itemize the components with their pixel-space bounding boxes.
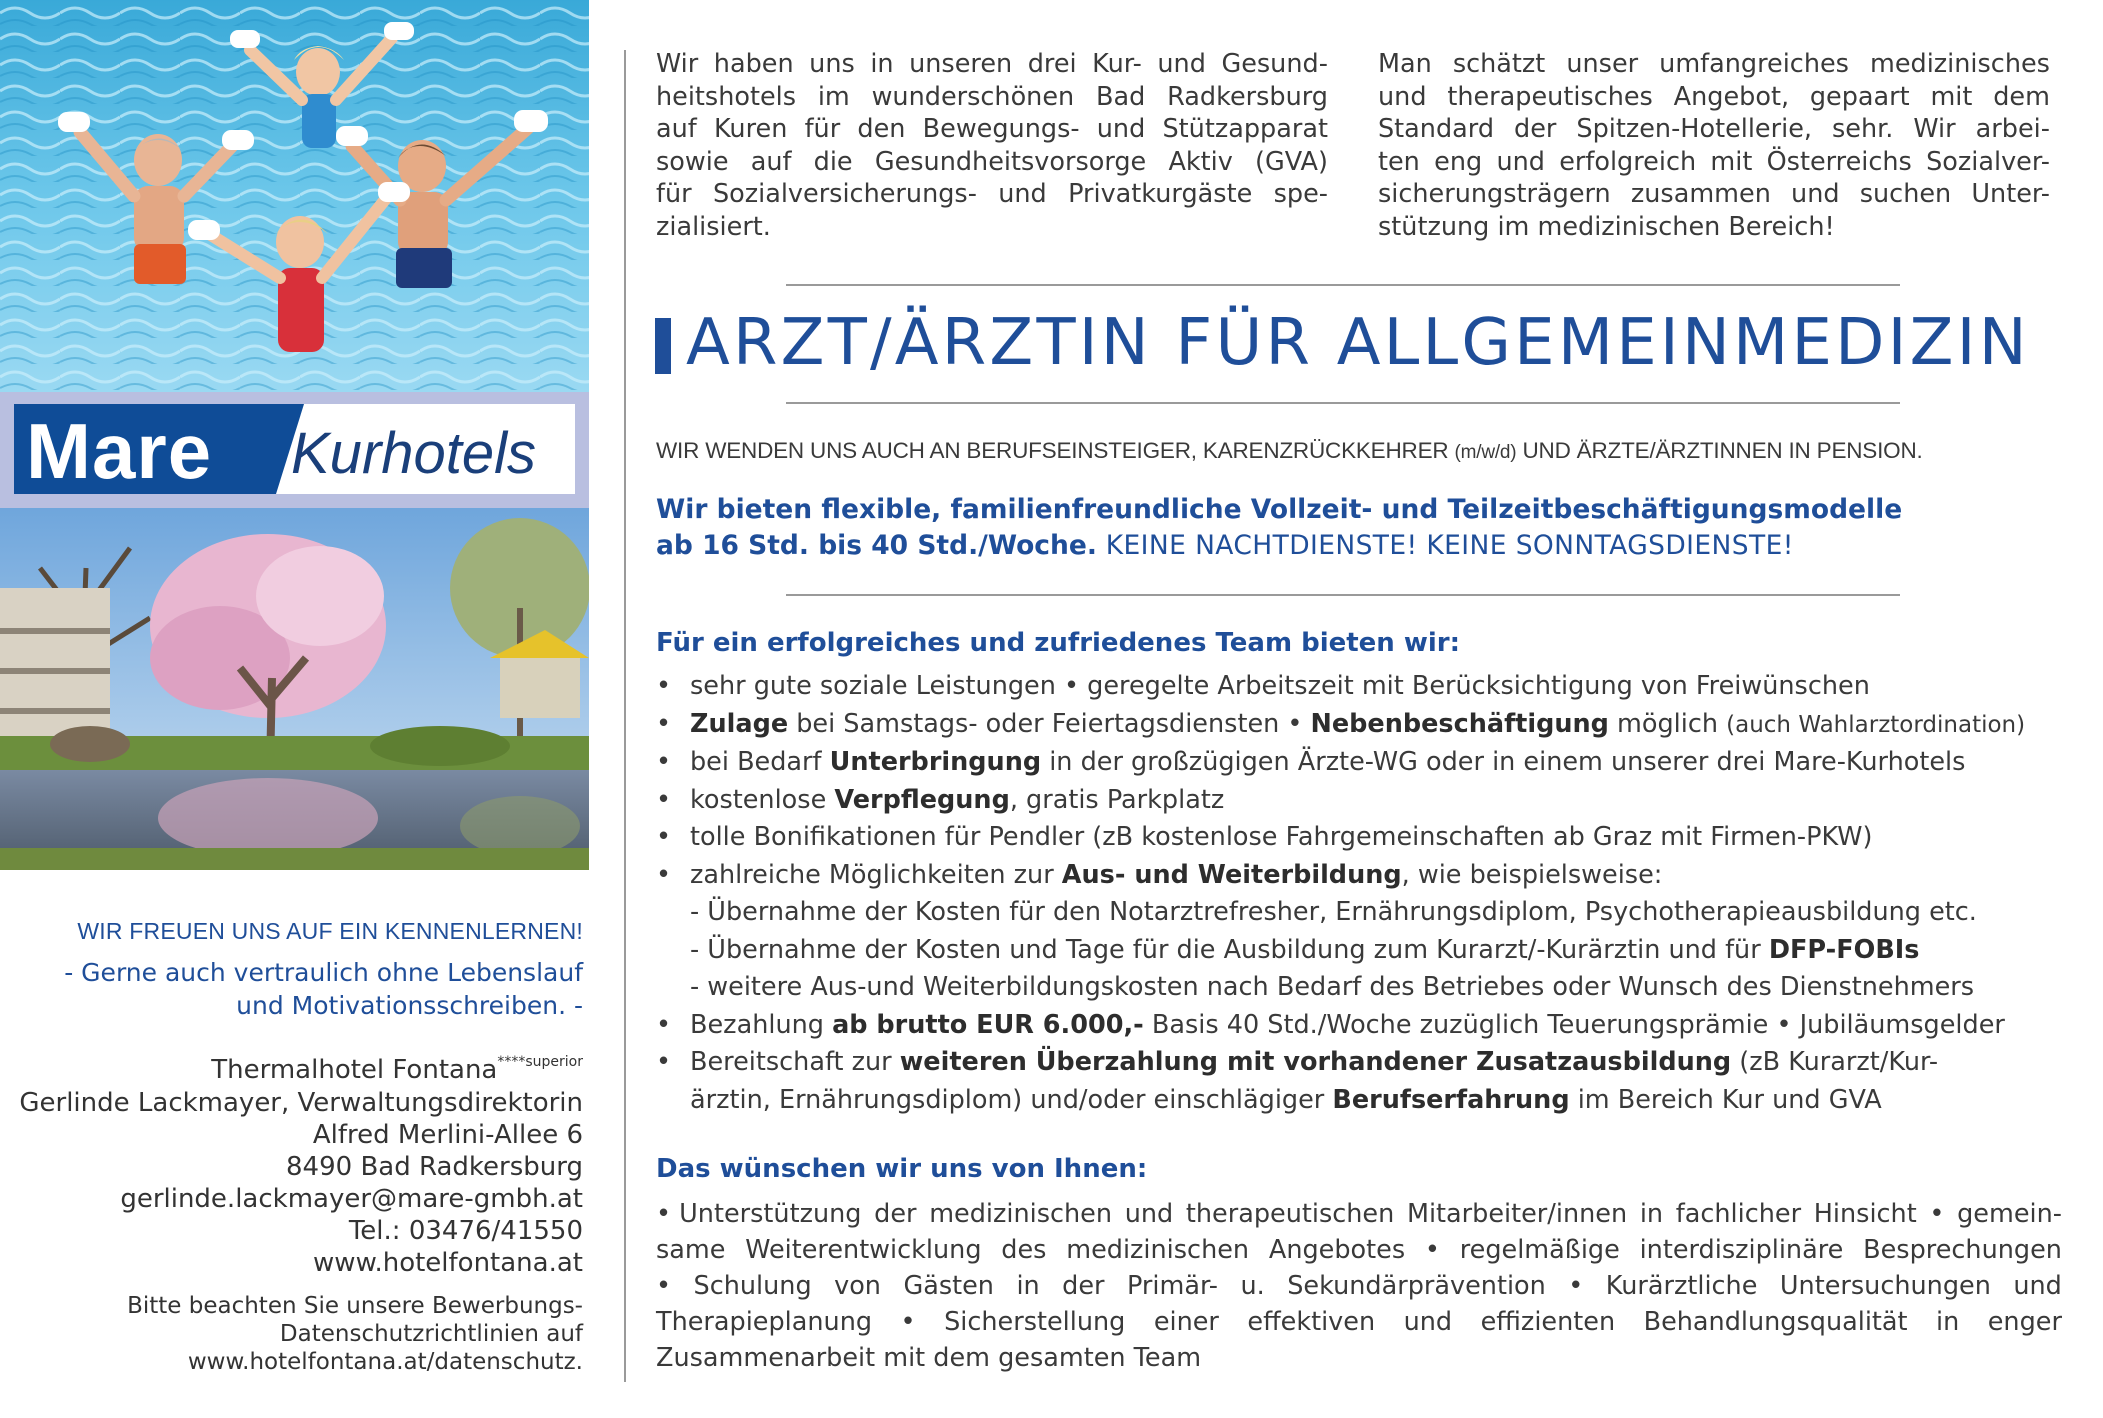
word: in: [870, 49, 894, 79]
mare-kurhotels-logo: [14, 404, 575, 494]
word: und: [1096, 114, 1146, 144]
offer-line-2: ab 16 Std. bis 40 Std./Woche. KEINE NACHTDIENSTE! KEINE SONNTAGSDIENSTE!: [656, 530, 1794, 561]
word: Bad: [1096, 81, 1146, 112]
word: Österreichs: [1766, 146, 1912, 177]
intro-1-line: zialisiert.: [656, 211, 771, 242]
word: Kurärztliche: [1605, 1271, 1758, 1301]
word: von: [834, 1271, 881, 1301]
privacy-line-1: Bitte beachten Sie unsere Bewerbungs-: [127, 1293, 583, 1319]
title-accent-bar: [655, 318, 671, 374]
word: Privatkurgäste: [1068, 179, 1253, 209]
list-sub-item: - Übernahme der Kosten für den Notarztrefresher, Ernährungsdiplom, Psychotherapieausbildung etc.: [690, 897, 1977, 927]
intro-1-line: [656, 146, 1328, 179]
benefits-list: [656, 668, 2076, 1119]
word: die: [813, 146, 853, 177]
intro-2-line: [1378, 113, 2050, 146]
phone-number[interactable]: Tel.: 03476/41550: [348, 1216, 583, 1246]
divider-offer: [786, 594, 1900, 596]
list-item: • kostenlose Verpflegung, gratis Parkplatz: [656, 784, 1225, 815]
word: suchen: [1859, 179, 1952, 209]
email-link[interactable]: gerlinde.lackmayer@mare-gmbh.at: [120, 1184, 583, 1214]
left-column: [0, 0, 589, 1418]
word: schätzt: [1452, 49, 1546, 79]
logo-kurhotels-text: Kurhotels: [291, 421, 537, 486]
word: Schulung: [693, 1271, 812, 1301]
word: fachlicher: [1675, 1199, 1802, 1229]
word: in: [1936, 1307, 1960, 1337]
contact-person: Gerlinde Lackmayer, Verwaltungsdirektorin: [19, 1088, 583, 1118]
word: effektiven: [1247, 1307, 1376, 1337]
word: und: [1496, 146, 1545, 177]
word: und: [1124, 1199, 1174, 1229]
intro-2-line: [1378, 178, 2050, 211]
word: und: [2013, 1271, 2062, 1301]
word: Sekundärprävention: [1287, 1271, 1546, 1301]
intro-1-line: [656, 113, 1328, 146]
privacy-link[interactable]: www.hotelfontana.at/datenschutz.: [187, 1349, 583, 1375]
audience-line: WIR WENDEN UNS AUCH AN BERUFSEINSTEIGER, KARENZRÜCKKEHRER (m/w/d) UND ÄRZTE/ÄRZTINNEN IN PENSION.: [656, 438, 1923, 463]
list-item: • Bereitschaft zur weiteren Überzahlung mit vorhandener Zusatzausbildung (zB Kurarzt/Kur-: [656, 1047, 1939, 1077]
word: in: [1639, 1199, 1664, 1229]
word: unser: [1566, 49, 1639, 79]
word: Angebotes: [1268, 1235, 1406, 1265]
word: Stützapparat: [1162, 114, 1328, 144]
intro-2-line: [1378, 48, 2050, 81]
word: Hinsicht: [1813, 1199, 1917, 1229]
word: u.: [1240, 1271, 1265, 1301]
word: medizinischen: [1066, 1235, 1250, 1265]
intro-column-1: [656, 48, 1328, 243]
offer-block: [656, 492, 1902, 564]
word: dem: [1993, 81, 2050, 112]
word: Wir: [656, 49, 699, 79]
word: Bewegungs-: [922, 114, 1080, 144]
list-item: • tolle Bonifikationen für Pendler (zB kostenlose Fahrgemeinschaften ab Graz mit Firmen-PKW): [656, 822, 1873, 852]
word: des: [1001, 1235, 1047, 1265]
word: Angebot,: [1673, 81, 1790, 112]
park-pond-cherry-blossom-photo: [0, 508, 589, 870]
intro-2-line: stützung im medizinischen Bereich!: [1378, 211, 1835, 242]
word: Aktiv: [1168, 146, 1233, 177]
offer-line-1: Wir bieten flexible, familienfreundliche Vollzeit- und Teilzeitbeschäftigungsmodelle: [656, 494, 1903, 525]
word: mit: [1930, 81, 1973, 112]
word: Spitzen-Hotellerie,: [1576, 114, 1812, 144]
list-item-continuation: ärztin, Ernährungsdiplom) und/oder einschlägiger Berufserfahrung im Bereich Kur und GVA: [690, 1084, 1882, 1115]
word: spe-: [1273, 179, 1328, 209]
word: auf: [750, 146, 792, 177]
intro-1-line: [656, 178, 1328, 211]
street-address: Alfred Merlini-Allee 6: [312, 1120, 583, 1150]
word: und: [998, 179, 1047, 209]
list-item: • bei Bedarf Unterbringung in der großzügigen Ärzte-WG oder in einem unserer drei Mare-Kurhotels: [656, 747, 1966, 777]
word: arbei-: [1975, 114, 2050, 144]
logo-band: [0, 392, 589, 508]
list-item: • sehr gute soziale Leistungen • geregelte Arbeitszeit mit Berücksichtigung von Freiwünschen: [656, 671, 1870, 701]
word: •: [1424, 1235, 1440, 1265]
word: ten: [1378, 146, 1420, 177]
city-address: 8490 Bad Radkersburg: [286, 1152, 583, 1182]
word: • Unterstützung: [656, 1199, 862, 1229]
privacy-line-2: Datenschutzrichtlinien auf: [279, 1321, 583, 1347]
word: haben: [713, 49, 794, 79]
wishes-line: [656, 1232, 2062, 1268]
confidential-note: [64, 956, 583, 1022]
hotel-stars: ****superior: [497, 1054, 583, 1070]
word: Man: [1378, 49, 1432, 79]
word: Gästen: [903, 1271, 994, 1301]
word: regelmäßige: [1459, 1235, 1620, 1265]
privacy-note: [127, 1292, 583, 1376]
list-item: • Bezahlung ab brutto EUR 6.000,- Basis 40 Std./Woche zuzüglich Teuerungsprämie • Jubiläumsgelder: [656, 1009, 2005, 1040]
logo-mare-text: Mare: [26, 407, 213, 494]
word: für: [656, 179, 692, 209]
list-item: • zahlreiche Möglichkeiten zur Aus- und Weiterbildung, wie beispielsweise:: [656, 859, 1663, 890]
word: gemein-: [1957, 1199, 2062, 1229]
word: •: [900, 1307, 916, 1337]
word: same: [656, 1235, 726, 1265]
word: umfangreiches: [1659, 49, 1849, 79]
wishes-paragraph: [656, 1196, 2062, 1376]
word: medizinisches: [1870, 49, 2050, 79]
intro-2-line: [1378, 81, 2050, 114]
word: und: [1791, 179, 1840, 209]
column-divider: [624, 50, 626, 1382]
wishes-line: Zusammenarbeit mit dem gesamten Team: [656, 1343, 1202, 1373]
pool-aqua-fitness-photo: [0, 0, 589, 392]
word: effizienten: [1480, 1307, 1616, 1337]
word: Gesundheitsvorsorge: [874, 146, 1147, 177]
word: therapeutischen: [1185, 1199, 1395, 1229]
word: und: [1157, 49, 1206, 79]
word: Therapieplanung: [656, 1307, 873, 1337]
word: und: [1378, 81, 1427, 112]
website-link[interactable]: www.hotelfontana.at: [313, 1248, 583, 1278]
word: •: [656, 1271, 672, 1301]
word: Wir: [1913, 114, 1956, 144]
word: Behandlungsqualität: [1643, 1307, 1908, 1337]
word: sowie: [656, 146, 729, 177]
word: und: [1403, 1307, 1453, 1337]
word: Kuren: [713, 114, 788, 144]
note-line-1: - Gerne auch vertraulich ohne Lebenslauf: [64, 958, 583, 987]
word: Weiterentwicklung: [745, 1235, 982, 1265]
word: Gesund-: [1221, 49, 1328, 79]
word: •: [1929, 1199, 1945, 1229]
word: für: [804, 114, 841, 144]
word: eng: [1434, 146, 1483, 177]
wishes-line: [656, 1268, 2062, 1304]
job-title: ARZT/ÄRZTIN FÜR ALLGEMEINMEDIZIN: [686, 306, 2030, 380]
word: auf: [656, 114, 697, 144]
intro-column-2: [1378, 48, 2050, 243]
intro-1-line: [656, 48, 1328, 81]
word: Radkersburg: [1167, 81, 1328, 112]
word: Sozialver-: [1926, 146, 2050, 177]
divider-title: [786, 402, 1900, 404]
word: Standard: [1378, 114, 1495, 144]
wishes-line: [656, 1304, 2062, 1340]
intro-2-line: [1378, 146, 2050, 179]
word: der: [874, 1199, 917, 1229]
word: drei: [1027, 49, 1077, 79]
word: im: [817, 81, 850, 112]
word: zusammen: [1630, 179, 1771, 209]
word: gepaart: [1809, 81, 1910, 112]
word: in: [1016, 1271, 1040, 1301]
word: enger: [1987, 1307, 2062, 1337]
word: Besprechungen: [1863, 1235, 2062, 1265]
wishes-heading: Das wünschen wir uns von Ihnen:: [656, 1154, 1148, 1184]
word: heitshotels: [656, 81, 797, 112]
list-item: • Zulage bei Samstags- oder Feiertagsdiensten • Nebenbeschäftigung möglich (auch Wahlarztordination): [656, 708, 2026, 739]
intro-1-line: [656, 81, 1328, 114]
word: medizinischen: [929, 1199, 1113, 1229]
contact-block: [0, 870, 589, 1418]
note-line-2: und Motivationsschreiben. -: [236, 991, 583, 1020]
word: Untersuchungen: [1779, 1271, 1991, 1301]
word: der: [1514, 114, 1557, 144]
word: Primär-: [1126, 1271, 1219, 1301]
word: mit: [1710, 146, 1753, 177]
word: therapeutisches: [1447, 81, 1653, 112]
word: Kur-: [1092, 49, 1142, 79]
word: •: [1568, 1271, 1584, 1301]
word: unseren: [909, 49, 1013, 79]
hotel-name: Thermalhotel Fontana$^{****superior}$: [211, 1054, 583, 1085]
word: sehr.: [1832, 114, 1894, 144]
word: Sicherstellung: [944, 1307, 1126, 1337]
list-sub-item: - weitere Aus-und Weiterbildungskosten nach Bedarf des Betriebes oder Wunsch des Dienstnehmers: [690, 972, 1975, 1002]
word: einer: [1153, 1307, 1219, 1337]
word: der: [1062, 1271, 1105, 1301]
list-sub-item: - Übernahme der Kosten und Tage für die Ausbildung zum Kurarzt/-Kurärztin und für DFP-FOBIs: [690, 934, 1920, 965]
word: sicherungsträgern: [1378, 179, 1611, 209]
invite-text: WIR FREUEN UNS AUF EIN KENNENLERNEN!: [77, 918, 583, 944]
wishes-line: [656, 1196, 2062, 1232]
word: Unter-: [1971, 179, 2050, 209]
word: interdisziplinäre: [1639, 1235, 1844, 1265]
word: Sozialversicherungs-: [712, 179, 977, 209]
word: uns: [809, 49, 855, 79]
word: wunderschönen: [871, 81, 1075, 112]
benefits-heading: Für ein erfolgreiches und zufriedenes Team bieten wir:: [656, 628, 1461, 658]
word: Mitarbeiter/innen: [1406, 1199, 1628, 1229]
word: (GVA): [1255, 146, 1328, 177]
word: den: [857, 114, 906, 144]
word: erfolgreich: [1559, 146, 1697, 177]
divider-top: [786, 284, 1900, 286]
